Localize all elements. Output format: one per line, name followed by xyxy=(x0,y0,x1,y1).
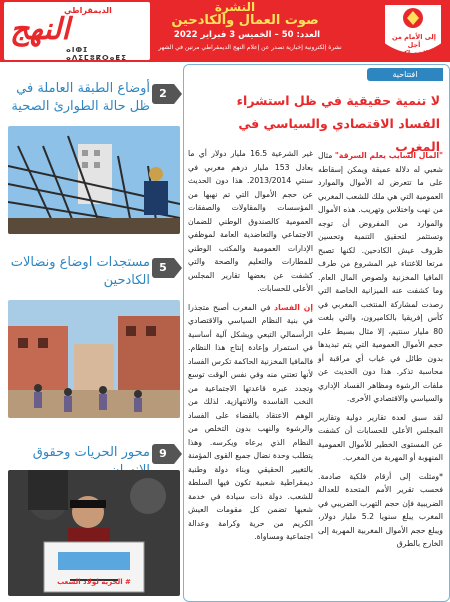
article-paragraph: غير الشرعية 16.5 مليار دولار أي ما يعادل 153 مليار درهم مغربي في سنتي 2013/2014. هذا دون الحديث عن حجم الأموال التي تم نهبها من المؤسسات والمقاولات والصفقات العمومية كالصندوق الوطني للضمان الاجتماعي والتعاضدية العامة لموظفي الإدارات العمومية والمكتب الوطني للمطارات والتعليم والصحة والتي كشفت عن بعضها تقارير المجلس الأعلى للحسابات. xyxy=(188,149,313,293)
emblem-slogan: إلى الأمام من أجل الاشتراكية xyxy=(392,33,436,57)
logo-subtitle: الديمقراطي xyxy=(64,6,112,15)
article-paragraph: لقد سبق لعدة تقارير دولية وتقارير المجلس الأعلى للحسابات أن كشفت عن المستوى الخطير للأموال العمومية المنهوبة أو المهربة من المغرب. xyxy=(318,412,443,462)
feature-photo-construction xyxy=(8,126,180,234)
logo-title: النهج xyxy=(10,12,70,47)
bulletin-description: نشرة إلكترونية إخبارية تصدر عن إعلام النهج الديمقراطي مرتين في الشهر xyxy=(158,44,342,51)
article-column-2 xyxy=(188,147,313,549)
feature-page-number: 9 xyxy=(152,444,174,464)
feature-title: أوضاع الطبقة العاملة في ظل حالة الطوارئ الصحية xyxy=(11,81,150,114)
editorial-headline[interactable]: لا تنمية حقيقية في ظل استشراء الفساد الاقتصادي والسياسي في المغرب xyxy=(236,93,440,154)
feature-photo-protest xyxy=(8,470,180,596)
bulletin-tagline: صوت العمال والكادحين xyxy=(171,13,319,28)
masthead xyxy=(0,0,450,62)
editorial-panel xyxy=(183,64,450,602)
article-paragraph: *ومثلت إلى أرقام فلكية صادمة. فحسب تقرير الأمم المتحدة للعدالة الضريبية فإن حجم التهرب الضريبي في المغرب يبلغ سنويا 5.2 مليار دولار، ويبلغ حجم الأموال المغربية المهربة إلى الخارج بالطرق xyxy=(318,471,443,548)
section-tag[interactable]: افتتاحية xyxy=(367,68,443,81)
logo-tifinagh: ⴰⵏⵀⵊ ⴰⴷⵉⵎⵓⴽⵔⴰⵟⵉ xyxy=(66,46,127,62)
feature-title: محور الحريات وحقوق xyxy=(32,445,150,460)
features-column xyxy=(2,66,180,600)
article-paragraph: "المال السايب يعلم السرقة" مثال شعبي له دلالة عميقة ويمكن إسقاطه على ما تتعرض له الأموال والموارد العمومية التي هي ملك للشعب المغربي من نهب واختلاس وتهريب. هذه الأموال والموارد من المفروض أن توجه وتستثمر لتحقيق التنمية وتحسين ظروف عيش الكادحين. لكنها تصبح مرتعا للاغتناء غير المشروع من طرف المافيا المخزنية ولصوص المال العام. وما كشفت عنه الميزانية الخاصة التي رصدت لمشاركة المنتخب المغربي في كأس إفريقيا بالكاميرون، والتي بلغت 80 مليار سنتيم، إلا مثال بسيط على حجم الأموال العمومية التي يتم تبديدها بدون طائل في غياب أي مراقبة أو محاسبة تذكر. هذا دون الحديث عن ملفات الرشوة ومظاهر الفساد الإداري والسياسي والاقتصادي الأخرى. xyxy=(318,151,443,403)
feature-page-number: 2 xyxy=(152,84,174,104)
bulletin-name: النشرة xyxy=(214,0,256,14)
feature-title: مستجدات اوضاع ونضالات الكادحين xyxy=(10,255,150,288)
feature-page-number: 5 xyxy=(152,258,174,278)
article-paragraph: إن الفساد في المغرب أصبح متجذرا في بنية النظام السياسي والاقتصادي الرأسمالي التبعي ويشكل آلية أساسية في استمرار وإعادة إنتاج هذا النظام. فالمافيا المخزنية الحاكمة تكرس الفساد لأنها تعتني منه وفي نفس الوقت توسع وتجدد عبره قاعدتها الاجتماعية من النخب الفاسدة والانتهازية. لذلك من الوهم الاعتقاد بالقضاء على الفساد والرشوة والنهب بدون التخلص من النظام الذي يرعاه ويكرسه. وهذا يتطلب وحدة نضال جميع القوى المؤمنة بالتغيير الحقيقي وبناء دولة وطنية ديمقراطية شعبية تكون فيها السلطة للشعب. دولة ذات سيادة في خدمة شعبها تضمن كل مقومات العيش الكريم من حرية وكرامة وعدالة اجتماعية ومساواة. xyxy=(188,302,313,541)
feature-photo-street xyxy=(8,300,180,418)
issue-info: العدد: 50 – الخميس 3 فبراير 2022 xyxy=(173,30,321,40)
newspaper-logo[interactable] xyxy=(4,2,150,60)
protest-sign-text: # الحرية لولاد الشعب xyxy=(57,578,131,586)
article-column-1 xyxy=(318,149,443,556)
